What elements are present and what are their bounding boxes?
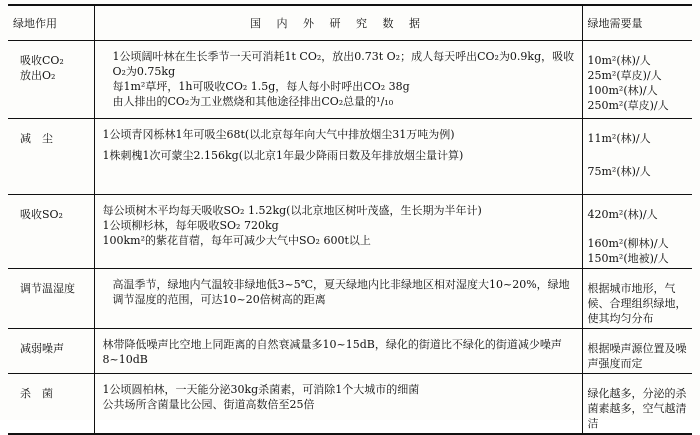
function-text: 减弱噪声 <box>20 342 64 355</box>
research-text: 公共场所含菌量比公园、街道高数倍至25倍 <box>102 398 315 411</box>
function-cell <box>8 374 94 435</box>
research-cell <box>94 41 582 119</box>
function-text: 放出O₂ <box>20 69 56 82</box>
need-text: 150m²(地被)/人 <box>587 252 669 265</box>
table-row <box>8 269 692 329</box>
research-cell <box>94 119 582 195</box>
table-row <box>8 374 692 435</box>
header-row <box>8 5 692 41</box>
need-text: 250m²(草皮)/人 <box>587 99 669 112</box>
function-cell <box>8 269 94 329</box>
research-cell <box>94 329 582 374</box>
need-text: 根据噪声源位置及噪声强度而定 <box>587 342 687 370</box>
function-text: 杀 菌 <box>20 387 53 400</box>
need-text: 100m²(林)/人 <box>587 84 658 97</box>
need-cell <box>582 329 692 374</box>
research-text: 每公顷树木平均每天吸收SO₂ 1.52kg(以北京地区树叶茂盛，生长期为半年计) <box>102 204 482 217</box>
need-cell <box>582 195 692 269</box>
need-cell <box>582 269 692 329</box>
table-row <box>8 41 692 119</box>
need-text: 160m²(柳林)/人 <box>587 237 669 250</box>
header-research: 国 内 外 研 究 数 据 <box>94 5 582 41</box>
header-need: 绿地需要量 <box>582 5 692 41</box>
research-text: 1公顷阔叶林在生长季节一天可消耗1t CO₂，放出0.73t O₂；成人每天呼出CO₂为0.9kg，吸收O₂为0.75kg <box>112 50 575 78</box>
green-space-table <box>8 4 692 435</box>
table-row <box>8 119 692 195</box>
research-cell <box>94 269 582 329</box>
research-text: 1公顷柳杉林，每年吸收SO₂ 720kg <box>102 219 279 232</box>
need-text: 根据城市地形，气候、合理组织绿地，使其均匀分布 <box>587 282 687 325</box>
function-cell <box>8 329 94 374</box>
function-text: 调节温湿度 <box>20 282 75 295</box>
research-cell <box>94 195 582 269</box>
function-cell <box>8 195 94 269</box>
need-text: 绿化越多，分泌的杀菌素越多，空气越清洁 <box>587 387 687 430</box>
research-text: 高温季节，绿地内气温较非绿地低3~5℃，夏天绿地内比非绿地区相对湿度大10~20%，绿地调节湿度的范围，可达10~20倍树高的距离 <box>112 278 570 306</box>
need-text: 25m²(草皮)/人 <box>587 69 662 82</box>
header-function: 绿地作用 <box>8 5 94 41</box>
research-cell <box>94 374 582 435</box>
need-text: 11m²(林)/人 <box>587 132 651 145</box>
research-text: 100km²的紫花苜蓿，每年可减少大气中SO₂ 600t以上 <box>102 234 371 247</box>
research-text: 1株刺槐1次可蒙尘2.156kg(以北京1年最少降雨日数及年排放烟尘量计算) <box>102 149 464 162</box>
function-cell <box>8 41 94 119</box>
research-text: 林带降低噪声比空地上同距离的自然衰减量多10~15dB，绿化的街道比不绿化的街道减少噪声8~10dB <box>102 338 562 366</box>
research-text: 1公顷圆柏林，一天能分泌30kg杀菌素，可消除1个大城市的细菌 <box>102 383 420 396</box>
function-text: 吸收CO₂ <box>20 54 64 67</box>
research-text: 每1m²草坪，1h可吸收CO₂ 1.5g，每人每小时呼出CO₂ 38g <box>112 80 410 93</box>
research-text: 由人排出的CO₂为工业燃烧和其他途径排出CO₂总量的¹/₁₀ <box>112 95 394 108</box>
research-text: 1公顷青冈栎林1年可吸尘68t(以北京每年向大气中排放烟尘31万吨为例) <box>102 128 455 141</box>
need-cell <box>582 41 692 119</box>
function-text: 减 尘 <box>20 132 53 145</box>
function-text: 吸收SO₂ <box>20 208 63 221</box>
need-text: 10m²(林)/人 <box>587 54 651 67</box>
need-text: 75m²(林)/人 <box>587 165 651 178</box>
function-cell <box>8 119 94 195</box>
need-text: 420m²(林)/人 <box>587 208 658 221</box>
need-cell <box>582 374 692 435</box>
table-row <box>8 195 692 269</box>
table-row <box>8 329 692 374</box>
need-cell <box>582 119 692 195</box>
